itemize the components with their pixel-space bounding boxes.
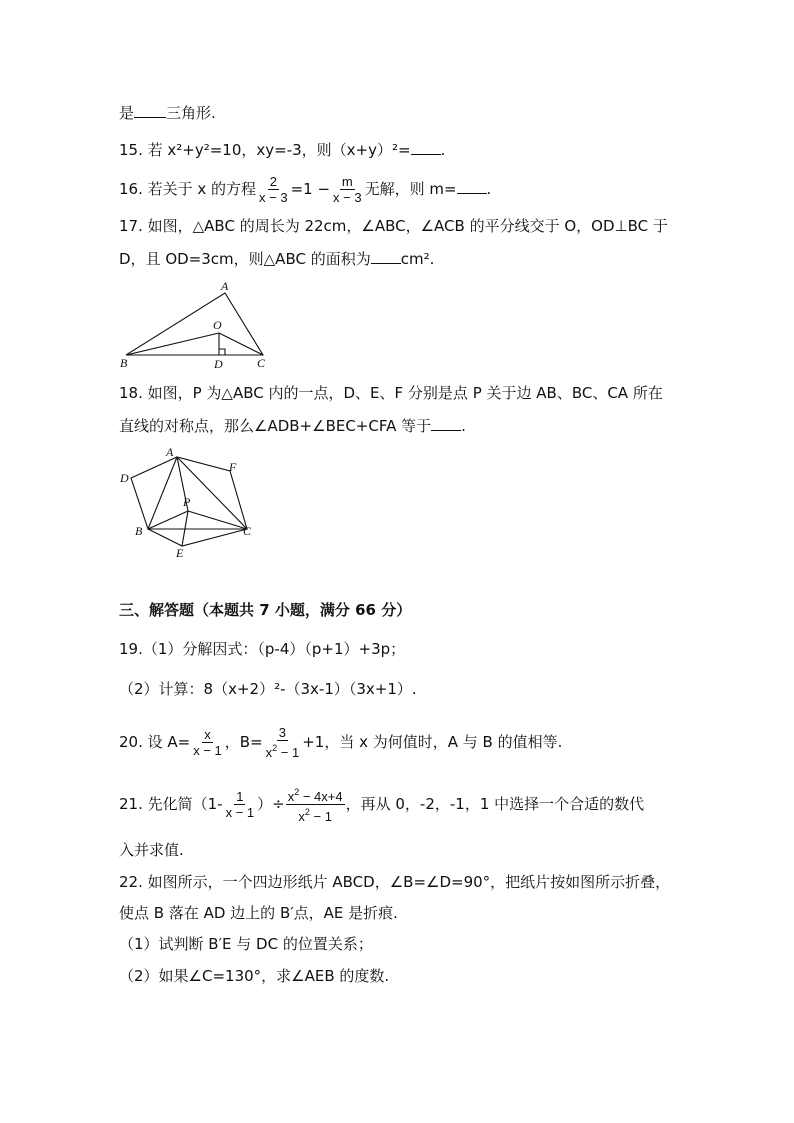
label-b: B bbox=[135, 524, 143, 538]
q14-tail: 是 三角形. bbox=[119, 104, 216, 122]
label-b: B bbox=[120, 356, 128, 370]
question-20: 20. 设 A= $\frac{x}{x - 1}$ ，B= $\frac{3}{x^2 - 1}$ +1，当 x 为何值时，A 与 B 的值相等. bbox=[119, 725, 563, 760]
fraction: $\frac{2}{x - 3}$ bbox=[259, 174, 288, 205]
question-22-part2: （2）如果∠C=130°，求∠AEB 的度数. bbox=[119, 967, 390, 985]
triangle-abc bbox=[126, 293, 263, 355]
fraction: $\frac{x^2 - 4x+4}{x^2 - 1}$ bbox=[287, 787, 343, 824]
answer-blank bbox=[371, 249, 401, 264]
label-a: A bbox=[166, 445, 174, 459]
question-22-line2: 使点 B 落在 AD 边上的 B′点，AE 是折痕. bbox=[119, 904, 398, 922]
fraction: $\frac{m}{x - 3}$ bbox=[333, 174, 362, 205]
label-o: O bbox=[213, 318, 222, 332]
label-f: F bbox=[229, 460, 237, 474]
answer-blank bbox=[431, 416, 461, 431]
right-angle-mark bbox=[219, 349, 225, 355]
triangle-figure-17 bbox=[115, 278, 285, 370]
question-16: 16. 若关于 x 的方程 $\frac{2}{x - 3}$ =1 − $\frac{m}{x - 3}$ 无解，则 m= . bbox=[119, 174, 492, 205]
question-21: 21. 先化简（1- $\frac{1}{x - 1}$ ）÷ $\frac{x^2 - 4x+4}{x^2 - 1}$ ，再从 0，-2，-1，1 中选择一个合适的数代 bbox=[119, 787, 645, 824]
question-19-part2: （2）计算：8（x+2）²-（3x-1）（3x+1）. bbox=[119, 680, 417, 698]
label-c: C bbox=[243, 524, 252, 538]
bisector-bo bbox=[126, 333, 219, 355]
fraction: $\frac{1}{x - 1}$ bbox=[225, 789, 255, 820]
reflection-figure-18 bbox=[115, 443, 260, 561]
fraction-a: $\frac{x}{x - 1}$ bbox=[193, 727, 222, 758]
answer-blank bbox=[411, 140, 441, 155]
label-d: D bbox=[120, 471, 129, 485]
answer-blank bbox=[457, 179, 487, 194]
question-21-line2: 入并求值. bbox=[119, 841, 184, 859]
label-d: D bbox=[214, 357, 223, 370]
question-22-line1: 22. 如图所示，一个四边形纸片 ABCD，∠B=∠D=90°，把纸片按如图所示折叠， bbox=[119, 873, 671, 891]
question-17-line1: 17. 如图，△ABC 的周长为 22cm，∠ABC，∠ACB 的平分线交于 O，OD⊥BC 于 bbox=[119, 217, 668, 235]
fraction-b: $\frac{3}{x^2 - 1}$ bbox=[265, 725, 300, 760]
question-22-part1: （1）试判断 B′E 与 DC 的位置关系； bbox=[119, 935, 373, 953]
question-18-line2: 直线的对称点，那么∠ADB+∠BEC+CFA 等于 . bbox=[119, 417, 466, 435]
label-p: P bbox=[183, 495, 191, 509]
question-15: 15. 若 x²+y²=10，xy=-3，则（x+y）²= . bbox=[119, 141, 446, 159]
label-e: E bbox=[176, 546, 184, 560]
question-19-part1: 19.（1）分解因式：（p-4）（p+1）+3p； bbox=[119, 640, 406, 658]
label-c: C bbox=[257, 356, 266, 370]
label-a: A bbox=[221, 279, 229, 293]
question-17-line2: D，且 OD=3cm，则△ABC 的面积为 cm². bbox=[119, 250, 435, 268]
answer-blank bbox=[134, 103, 166, 118]
section-title-3: 三、解答题（本题共 7 小题，满分 66 分） bbox=[119, 601, 412, 619]
question-18-line1: 18. 如图，P 为△ABC 内的一点，D、E、F 分别是点 P 关于边 AB、BC、CA 所在 bbox=[119, 384, 663, 402]
